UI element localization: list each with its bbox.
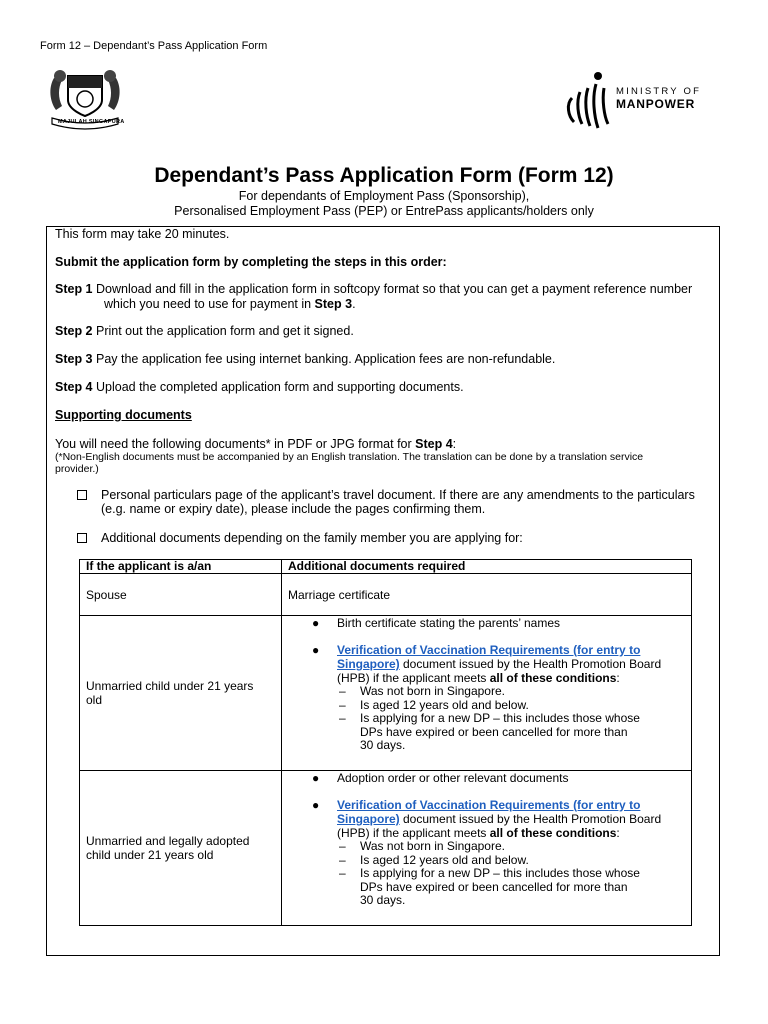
- table-header-row: [80, 560, 692, 574]
- applicant-line-2: child under 21 years old: [86, 848, 214, 862]
- supporting-documents-heading: Supporting documents: [55, 408, 192, 422]
- applicant-line-1: Unmarried and legally adopted: [86, 834, 250, 848]
- supporting-requirement: [55, 437, 709, 452]
- list-item: ● Verification of Vaccination Requirements (for entry to: [312, 798, 641, 812]
- step-3-label: Step 3: [55, 352, 93, 366]
- conditions-line: [282, 671, 691, 685]
- adoption-order-text: Adoption order or other relevant documents: [337, 771, 569, 785]
- travel-document-item-line-1: Personal particulars page of the applicant’s travel document. If there are any amendments to the particulars: [101, 488, 695, 502]
- conditions-colon: :: [616, 826, 620, 840]
- conditions-pre: (HPB) if the applicant meets: [337, 671, 490, 685]
- condition-3-end: [282, 894, 691, 908]
- hpb-text: document issued by the Health Promotion Board: [399, 657, 662, 671]
- condition-3-line-3: 30 days.: [360, 893, 406, 907]
- list-item: ● Birth certificate stating the parents’ names: [312, 616, 560, 630]
- steps-heading: Submit the application form by completing the steps in this order:: [55, 255, 447, 269]
- condition-3-line-2: DPs have expired or been cancelled for more than: [360, 724, 628, 739]
- documents-table: [79, 559, 692, 926]
- table-header-applicant: If the applicant is a/an: [80, 560, 282, 574]
- checkbox-icon: [77, 530, 88, 541]
- step-2-label: Step 2: [55, 324, 93, 338]
- step-3: [55, 352, 709, 367]
- requirement-text: You will need the following documents* in PDF or JPG format for: [55, 437, 416, 451]
- step-2-text: Print out the application form and get it signed.: [96, 324, 354, 338]
- step-4-label: Step 4: [55, 380, 93, 394]
- docs-adopted-child: [282, 771, 692, 926]
- condition-3-line-3: 30 days.: [360, 738, 406, 752]
- step-2: [55, 324, 709, 339]
- ministry-of-manpower-logo: [564, 70, 704, 136]
- condition-3: Is applying for a new DP – this includes those whose: [360, 711, 640, 725]
- applicant-line-1: Unmarried child under 21 years: [86, 679, 254, 693]
- translation-note-line-1: (*Non-English documents must be accompanied by an English translation. The translation can be done by a translation service: [55, 451, 644, 463]
- hpb-text: document issued by the Health Promotion Board: [399, 812, 662, 826]
- condition-3-line-2: DPs have expired or been cancelled for more than: [360, 879, 628, 894]
- vaccination-requirements-link[interactable]: Verification of Vaccination Requirements (for entry to: [337, 643, 641, 657]
- crest-motto: MAJULAH SINGAPURA: [58, 119, 125, 125]
- step-1-ref-step3: Step 3: [314, 297, 353, 311]
- applicant-unmarried-child: [80, 616, 282, 771]
- vaccination-requirements-link-cont[interactable]: Singapore): [337, 657, 400, 671]
- step-1: [55, 282, 709, 297]
- step-1-continuation: [104, 297, 709, 312]
- subtitle-line-2: Personalised Employment Pass (PEP) or EntrePass applicants/holders only: [174, 204, 594, 218]
- list-item: – Was not born in Singapore.: [339, 684, 505, 698]
- conditions-pre: (HPB) if the applicant meets: [337, 826, 490, 840]
- step-1-text-cont: which you need to use for payment in: [104, 297, 315, 311]
- condition-3: Is applying for a new DP – this includes those whose: [360, 866, 640, 880]
- list-item: – Is aged 12 years old and below.: [339, 852, 529, 867]
- requirement-step4: Step 4: [415, 437, 453, 451]
- page-title: Dependant’s Pass Application Form (Form 12): [154, 164, 614, 187]
- requirement-colon: :: [452, 437, 457, 451]
- condition-2: Is aged 12 years old and below.: [360, 852, 529, 867]
- checkbox-icon: [77, 487, 88, 498]
- table-row: [80, 771, 692, 926]
- condition-3-end: [282, 739, 691, 753]
- conditions-bold: all of these conditions: [489, 671, 617, 685]
- condition-3-cont: [282, 881, 691, 895]
- step-4-text: Upload the completed application form and supporting documents.: [96, 380, 464, 394]
- mom-logo-line1: MINISTRY OF: [616, 86, 702, 97]
- list-item: ● Verification of Vaccination Requirements (for entry to: [312, 643, 641, 657]
- list-item: – Is applying for a new DP – this includes those whose: [339, 866, 640, 880]
- subtitle-line-1: For dependants of Employment Pass (Sponsorship),: [238, 189, 530, 203]
- table-row: [80, 574, 692, 616]
- list-item: – Was not born in Singapore.: [339, 839, 505, 853]
- applicant-adopted-child: [80, 771, 282, 926]
- vaccination-requirements-link-cont[interactable]: Singapore): [337, 812, 400, 826]
- condition-2: Is aged 12 years old and below.: [360, 697, 529, 712]
- condition-1: Was not born in Singapore.: [360, 839, 505, 853]
- vaccination-requirements-link[interactable]: Verification of Vaccination Requirements (for entry to: [337, 798, 641, 812]
- docs-unmarried-child: [282, 616, 692, 771]
- applicant-spouse: Spouse: [80, 574, 282, 616]
- instructions-box: [46, 226, 720, 956]
- time-estimate: This form may take 20 minutes.: [55, 227, 230, 241]
- conditions-colon: :: [616, 671, 620, 685]
- step-1-label: Step 1: [55, 282, 93, 296]
- conditions-bold: all of these conditions: [489, 826, 617, 840]
- table-header-documents: Additional documents required: [282, 560, 692, 574]
- list-item: – Is applying for a new DP – this includes those whose: [339, 711, 640, 725]
- translation-note-line-2: provider.): [55, 463, 99, 475]
- singapore-crest-logo: [44, 66, 126, 132]
- condition-3-cont: [282, 726, 691, 740]
- mom-logo-line2: MANPOWER: [616, 97, 696, 111]
- link-continuation: [282, 657, 691, 671]
- table-row: [80, 616, 692, 771]
- link-continuation: [282, 812, 691, 826]
- additional-documents-item: Additional documents depending on the family member you are applying for:: [101, 531, 523, 545]
- travel-document-item-line-2: (e.g. name or expiry date), please include the pages confirming them.: [101, 502, 486, 516]
- conditions-line: [282, 826, 691, 840]
- applicant-line-2: old: [86, 693, 103, 707]
- doc-marriage-certificate: Marriage certificate: [282, 574, 692, 616]
- birth-certificate-text: Birth certificate stating the parents’ names: [337, 616, 560, 630]
- list-item: – Is aged 12 years old and below.: [339, 697, 529, 712]
- list-item: ● Adoption order or other relevant documents: [312, 771, 569, 785]
- condition-1: Was not born in Singapore.: [360, 684, 505, 698]
- form-header-note: Form 12 – Dependant’s Pass Application Form: [40, 40, 268, 52]
- step-3-text: Pay the application fee using internet banking. Application fees are non-refundable.: [96, 352, 556, 366]
- step-1-text: Download and fill in the application form in softcopy format so that you can get a payment reference number: [96, 282, 693, 296]
- step-4: [55, 380, 709, 395]
- step-1-period: .: [352, 297, 356, 311]
